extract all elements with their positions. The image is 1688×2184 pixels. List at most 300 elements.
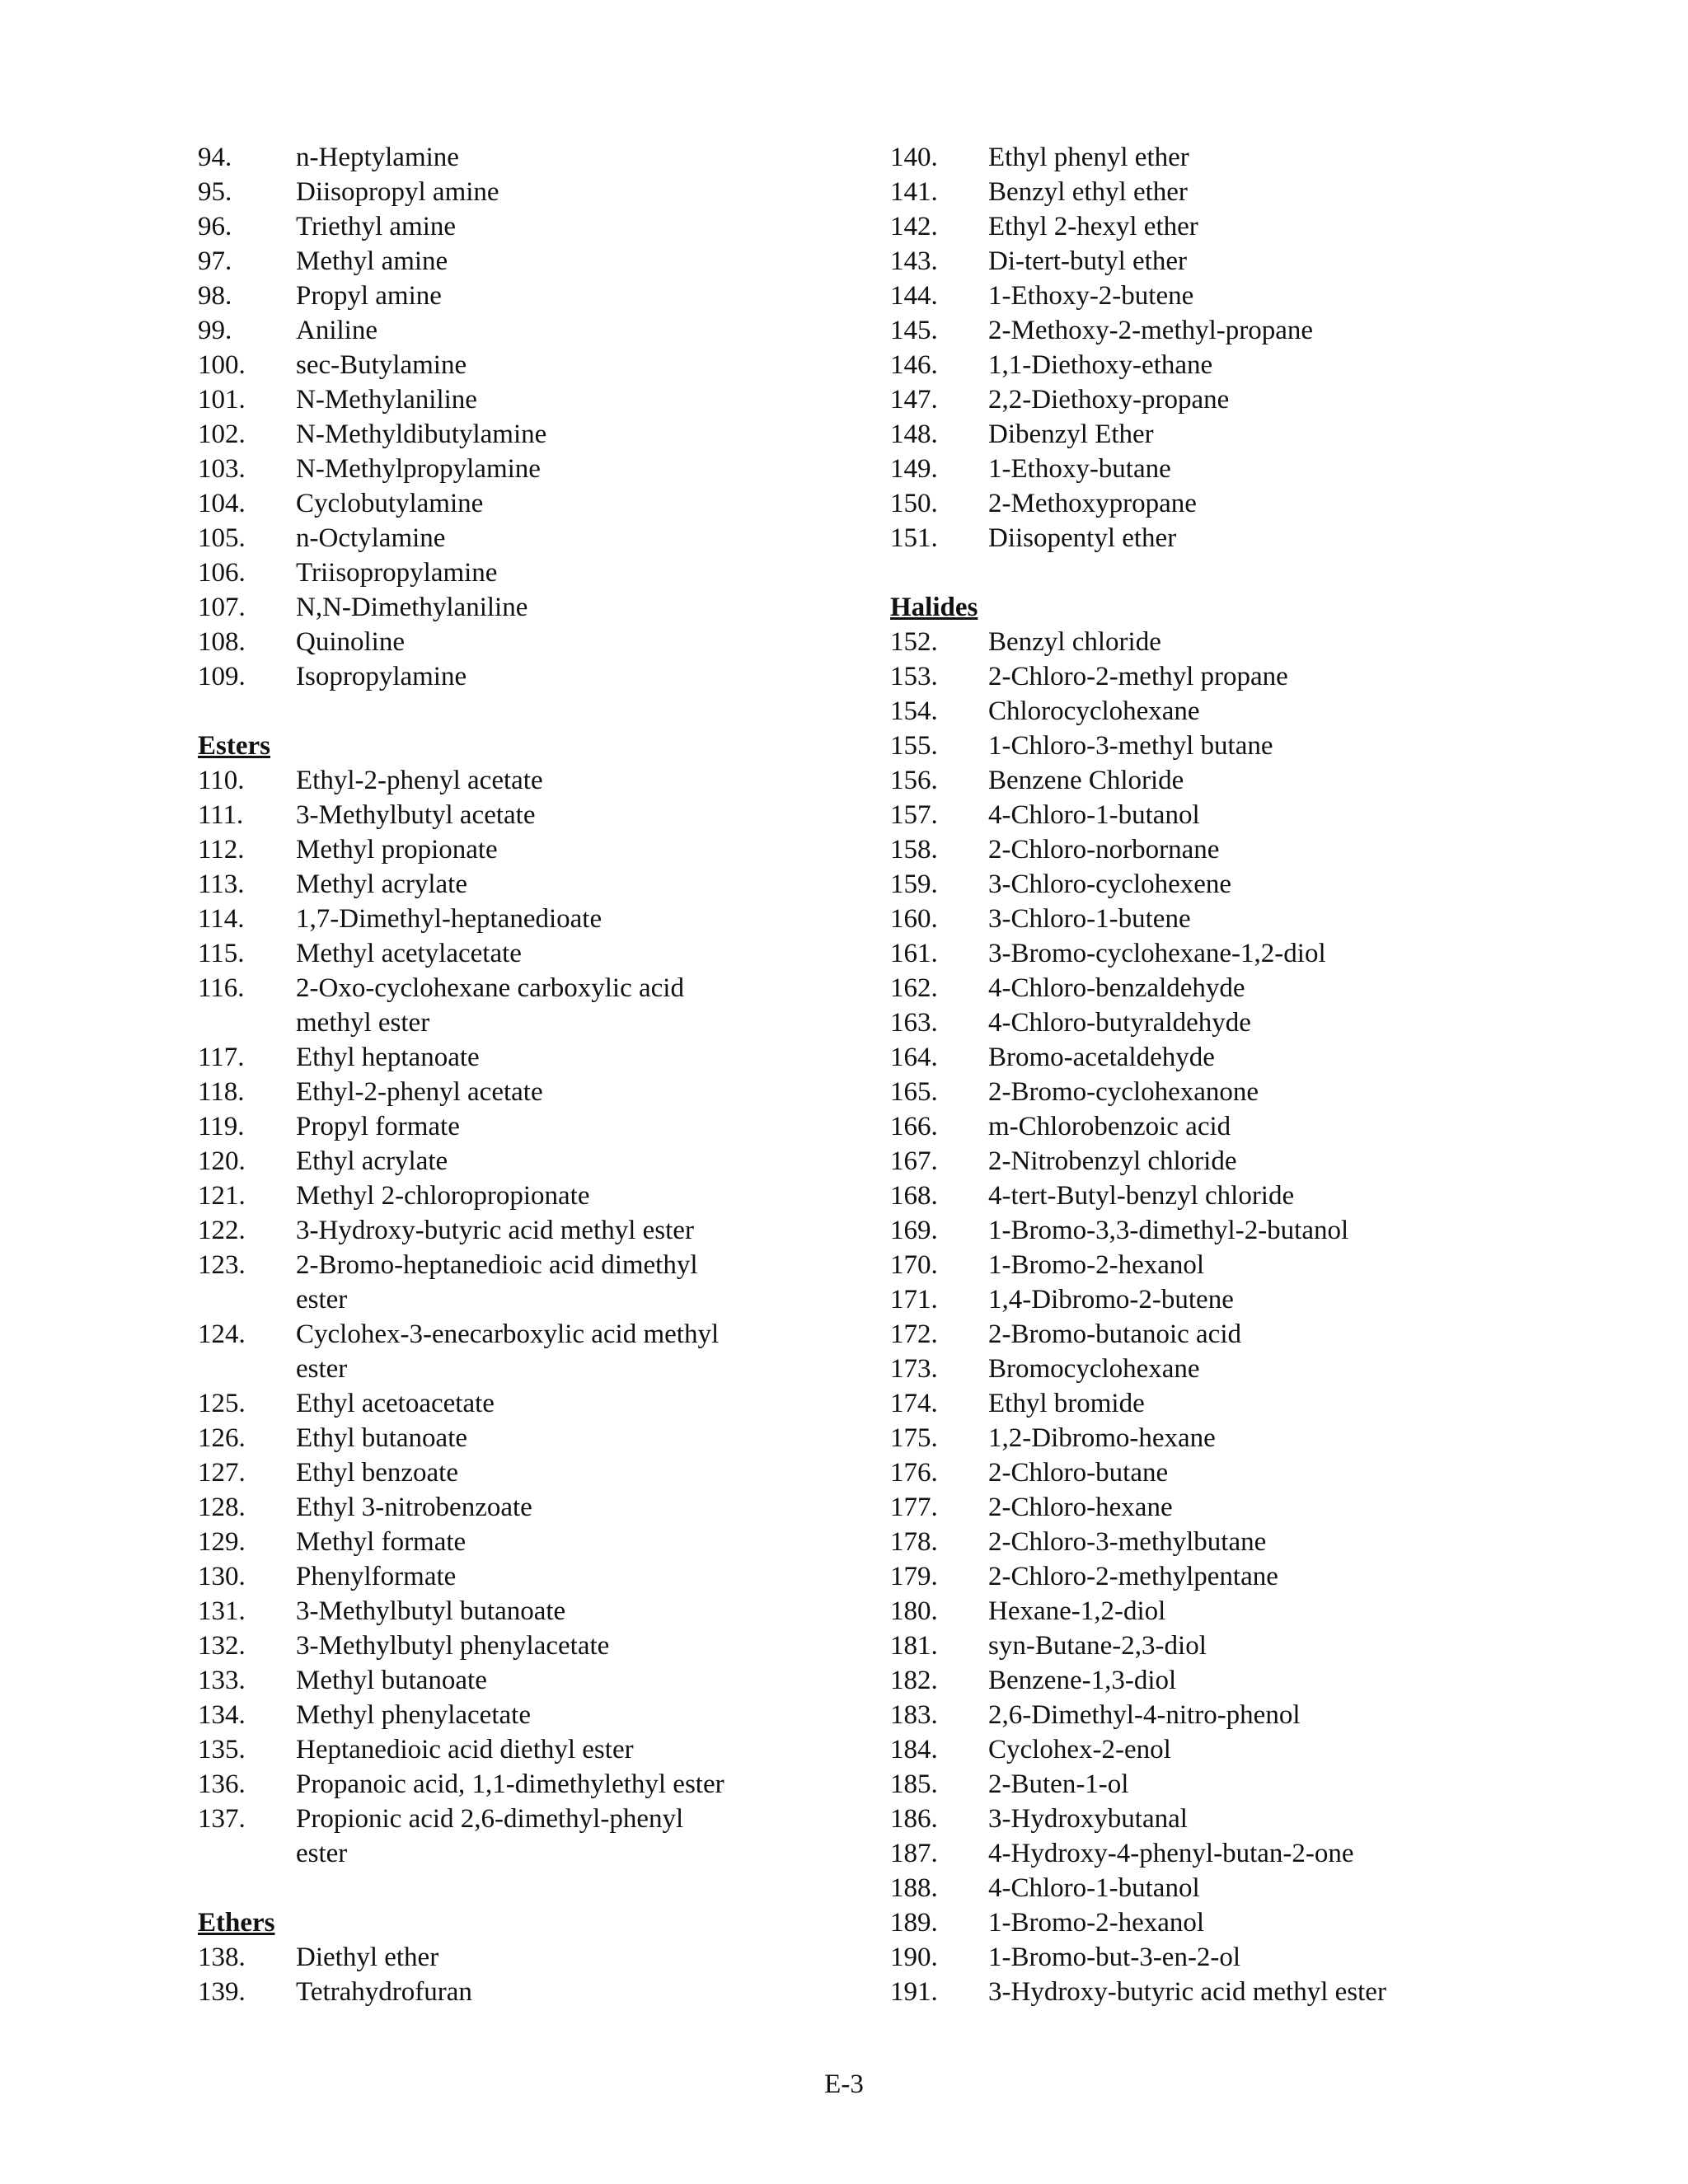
- compound-name: Tetrahydrofuran: [296, 1977, 472, 2007]
- list-item: [198, 1144, 824, 1179]
- item-number: 168.: [890, 1181, 938, 1211]
- list-item: [890, 1352, 1550, 1386]
- compound-name: 4-tert-Butyl-benzyl chloride: [988, 1181, 1295, 1211]
- item-number: 186.: [890, 1804, 938, 1834]
- compound-name: sec-Butylamine: [296, 350, 467, 380]
- item-number: 185.: [890, 1769, 938, 1799]
- compound-name: 1,4-Dibromo-2-butene: [988, 1285, 1234, 1315]
- compound-name: 4-Chloro-benzaldehyde: [988, 973, 1245, 1003]
- section-heading: Ethers: [198, 1908, 275, 1938]
- list-item: [890, 729, 1550, 763]
- item-number: [198, 1282, 296, 1317]
- list-item: [890, 1455, 1550, 1490]
- item-number: [198, 1352, 296, 1386]
- list-item: [890, 1767, 1550, 1802]
- item-number: 127.: [198, 1458, 246, 1488]
- item-number: 163.: [890, 1008, 938, 1038]
- item-number: 107.: [198, 593, 246, 622]
- compound-name: 3-Methylbutyl acetate: [296, 800, 536, 830]
- compound-name: 2-Bromo-butanoic acid: [988, 1319, 1241, 1349]
- list-item: [890, 971, 1550, 1005]
- item-number: 101.: [198, 385, 246, 415]
- list-item: [198, 832, 824, 867]
- list-item: [890, 1559, 1550, 1594]
- list-item: [890, 1490, 1550, 1525]
- list-item: [890, 1836, 1550, 1871]
- compound-name: Isopropylamine: [296, 662, 467, 691]
- list-item: [198, 1732, 824, 1767]
- compound-name: Triethyl amine: [296, 212, 457, 241]
- compound-name: 1,7-Dimethyl-heptanedioate: [296, 904, 603, 934]
- list-item: [890, 1421, 1550, 1455]
- item-number: 128.: [198, 1493, 246, 1522]
- compound-name: Di-tert-butyl ether: [988, 246, 1187, 276]
- list-item: [198, 867, 824, 902]
- item-number: 95.: [198, 177, 232, 207]
- compound-name: Ethyl-2-phenyl acetate: [296, 1077, 543, 1107]
- compound-name: Hexane-1,2-diol: [988, 1596, 1166, 1626]
- list-item: [890, 521, 1550, 555]
- compound-name: 3-Chloro-1-butene: [988, 904, 1191, 934]
- item-number: [198, 1005, 296, 1040]
- list-item: [198, 452, 824, 486]
- compound-name: Diisopentyl ether: [988, 523, 1177, 553]
- list-item: [198, 590, 824, 625]
- compound-name: Ethyl phenyl ether: [988, 143, 1189, 172]
- compound-name: n-Heptylamine: [296, 143, 459, 172]
- section-heading: Esters: [198, 731, 270, 761]
- compound-name: Ethyl acrylate: [296, 1146, 448, 1176]
- compound-name: N-Methyldibutylamine: [296, 419, 547, 449]
- list-item: [890, 382, 1550, 417]
- compound-name: Cyclobutylamine: [296, 489, 484, 518]
- compound-name: 2-Methoxy-2-methyl-propane: [988, 316, 1314, 345]
- compound-name: 1,2-Dibromo-hexane: [988, 1423, 1216, 1453]
- item-number: 146.: [890, 350, 938, 380]
- list-item: [890, 313, 1550, 348]
- item-number: 137.: [198, 1804, 246, 1834]
- item-number: 98.: [198, 281, 232, 311]
- compound-name: methyl ester: [296, 1008, 430, 1038]
- compound-name: Methyl acrylate: [296, 869, 467, 899]
- compound-name: Heptanedioic acid diethyl ester: [296, 1735, 634, 1765]
- item-number: 187.: [890, 1839, 938, 1868]
- compound-name: Ethyl-2-phenyl acetate: [296, 766, 543, 795]
- item-number: 160.: [890, 904, 938, 934]
- item-number: 96.: [198, 212, 232, 241]
- compound-name: Benzene Chloride: [988, 766, 1184, 795]
- list-item: [198, 1040, 824, 1075]
- page-number: E-3: [824, 2069, 864, 2099]
- compound-name: Benzyl ethyl ether: [988, 177, 1188, 207]
- list-item: [890, 1179, 1550, 1213]
- item-number: 143.: [890, 246, 938, 276]
- compound-name: Triisopropylamine: [296, 558, 498, 588]
- list-item: [198, 1109, 824, 1144]
- list-item: [890, 1525, 1550, 1559]
- item-number: 176.: [890, 1458, 938, 1488]
- list-item: [890, 694, 1550, 729]
- compound-name: 2,2-Diethoxy-propane: [988, 385, 1230, 415]
- compound-name: 3-Hydroxy-butyric acid methyl ester: [296, 1216, 694, 1245]
- list-item: [198, 279, 824, 313]
- compound-name: Ethyl benzoate: [296, 1458, 459, 1488]
- compound-name: Benzene-1,3-diol: [988, 1666, 1177, 1695]
- list-item: [890, 1871, 1550, 1905]
- compound-name: Ethyl 2-hexyl ether: [988, 212, 1198, 241]
- list-item: [198, 1248, 824, 1282]
- item-number: 126.: [198, 1423, 246, 1453]
- item-number: 161.: [890, 939, 938, 968]
- list-item: [890, 1629, 1550, 1663]
- compound-name: 2-Chloro-2-methyl propane: [988, 662, 1288, 691]
- list-item: [890, 1698, 1550, 1732]
- item-number: 154.: [890, 696, 938, 726]
- compound-name: N,N-Dimethylaniline: [296, 593, 528, 622]
- compound-name: Ethyl acetoacetate: [296, 1389, 495, 1418]
- compound-name: 2-Buten-1-ol: [988, 1769, 1129, 1799]
- list-item: [890, 625, 1550, 659]
- compound-name: 2-Chloro-3-methylbutane: [988, 1527, 1267, 1557]
- list-item: [890, 140, 1550, 175]
- compound-name: 2-Chloro-butane: [988, 1458, 1169, 1488]
- item-number: 148.: [890, 419, 938, 449]
- list-item: [198, 1940, 824, 1975]
- list-item: [890, 867, 1550, 902]
- item-number: 111.: [198, 800, 244, 830]
- list-item: [198, 936, 824, 971]
- item-number: 188.: [890, 1873, 938, 1903]
- item-number: 115.: [198, 939, 245, 968]
- compound-name: Methyl acetylacetate: [296, 939, 522, 968]
- list-item: [890, 1317, 1550, 1352]
- list-item-continuation: [198, 1836, 824, 1871]
- item-number: 100.: [198, 350, 246, 380]
- list-item: [890, 1075, 1550, 1109]
- compound-name: 1-Bromo-but-3-en-2-ol: [988, 1943, 1241, 1972]
- list-item: [198, 971, 824, 1005]
- item-number: 110.: [198, 766, 245, 795]
- compound-name: 1,1-Diethoxy-ethane: [988, 350, 1213, 380]
- list-item: [198, 1559, 824, 1594]
- compound-name: ester: [296, 1285, 348, 1315]
- list-item-continuation: [198, 1282, 824, 1317]
- list-item: [890, 1109, 1550, 1144]
- item-number: 99.: [198, 316, 232, 345]
- item-number: 131.: [198, 1596, 246, 1626]
- compound-name: Diethyl ether: [296, 1943, 439, 1972]
- list-item: [890, 659, 1550, 694]
- list-item: [198, 1767, 824, 1802]
- list-item-continuation: [198, 1005, 824, 1040]
- compound-name: 1-Bromo-2-hexanol: [988, 1250, 1205, 1280]
- item-number: 177.: [890, 1493, 938, 1522]
- list-item: [198, 1213, 824, 1248]
- item-number: 147.: [890, 385, 938, 415]
- item-number: 122.: [198, 1216, 246, 1245]
- item-number: 113.: [198, 869, 245, 899]
- compound-name: Methyl propionate: [296, 835, 498, 865]
- item-number: 120.: [198, 1146, 246, 1176]
- list-item: [198, 555, 824, 590]
- list-item: [890, 486, 1550, 521]
- item-number: 112.: [198, 835, 245, 865]
- list-item: [198, 625, 824, 659]
- item-number: 170.: [890, 1250, 938, 1280]
- compound-name: 3-Bromo-cyclohexane-1,2-diol: [988, 939, 1326, 968]
- item-number: 152.: [890, 627, 938, 657]
- item-number: 145.: [890, 316, 938, 345]
- list-item: [890, 1248, 1550, 1282]
- list-item: [890, 279, 1550, 313]
- item-number: 189.: [890, 1908, 938, 1938]
- list-item: [198, 659, 824, 694]
- list-item: [198, 1594, 824, 1629]
- compound-name: Cyclohex-2-enol: [988, 1735, 1171, 1765]
- compound-name: n-Octylamine: [296, 523, 446, 553]
- list-item: [198, 382, 824, 417]
- compound-name: 2-Oxo-cyclohexane carboxylic acid: [296, 973, 684, 1003]
- right-column: [890, 140, 1550, 2009]
- compound-name: Benzyl chloride: [988, 627, 1161, 657]
- item-number: 162.: [890, 973, 938, 1003]
- list-item: [198, 244, 824, 279]
- item-number: 135.: [198, 1735, 246, 1765]
- list-item: [890, 1905, 1550, 1940]
- item-number: 106.: [198, 558, 246, 588]
- item-number: 182.: [890, 1666, 938, 1695]
- list-item: [890, 1386, 1550, 1421]
- compound-name: Methyl amine: [296, 246, 448, 276]
- item-number: 138.: [198, 1943, 246, 1972]
- compound-name: 1-Bromo-3,3-dimethyl-2-butanol: [988, 1216, 1349, 1245]
- list-item: [890, 452, 1550, 486]
- list-item-continuation: [198, 1352, 824, 1386]
- compound-name: 2-Chloro-2-methylpentane: [988, 1562, 1278, 1591]
- compound-name: Aniline: [296, 316, 377, 345]
- item-number: 157.: [890, 800, 938, 830]
- list-item: [890, 832, 1550, 867]
- item-number: 180.: [890, 1596, 938, 1626]
- list-item: [198, 1075, 824, 1109]
- compound-name: 3-Methylbutyl phenylacetate: [296, 1631, 610, 1661]
- list-item: [890, 1144, 1550, 1179]
- list-item: [198, 1386, 824, 1421]
- item-number: 116.: [198, 973, 245, 1003]
- list-item: [198, 348, 824, 382]
- compound-name: 1-Ethoxy-2-butene: [988, 281, 1194, 311]
- item-number: 166.: [890, 1112, 938, 1141]
- list-item: [890, 1802, 1550, 1836]
- item-number: 190.: [890, 1943, 938, 1972]
- list-item: [890, 175, 1550, 209]
- compound-name: 2,6-Dimethyl-4-nitro-phenol: [988, 1700, 1301, 1730]
- item-number: 150.: [890, 489, 938, 518]
- item-number: 171.: [890, 1285, 938, 1315]
- list-item: [890, 1975, 1550, 2009]
- list-item: [198, 1317, 824, 1352]
- compound-name: 4-Hydroxy-4-phenyl-butan-2-one: [988, 1839, 1354, 1868]
- item-number: 119.: [198, 1112, 245, 1141]
- compound-name: Phenylformate: [296, 1562, 457, 1591]
- compound-name: Propanoic acid, 1,1-dimethylethyl ester: [296, 1769, 724, 1799]
- item-number: 153.: [890, 662, 938, 691]
- item-number: 129.: [198, 1527, 246, 1557]
- item-number: 178.: [890, 1527, 938, 1557]
- compound-name: syn-Butane-2,3-diol: [988, 1631, 1207, 1661]
- compound-name: Chlorocyclohexane: [988, 696, 1200, 726]
- compound-name: Ethyl heptanoate: [296, 1043, 480, 1072]
- list-item: [198, 1698, 824, 1732]
- item-number: 167.: [890, 1146, 938, 1176]
- item-number: 125.: [198, 1389, 246, 1418]
- list-item: [890, 1732, 1550, 1767]
- blank-line: [198, 694, 824, 729]
- compound-name: Methyl phenylacetate: [296, 1700, 531, 1730]
- list-item: [198, 1455, 824, 1490]
- list-item: [890, 936, 1550, 971]
- compound-name: Ethyl 3-nitrobenzoate: [296, 1493, 532, 1522]
- list-item: [198, 798, 824, 832]
- item-number: 169.: [890, 1216, 938, 1245]
- item-number: 105.: [198, 523, 246, 553]
- item-number: 132.: [198, 1631, 246, 1661]
- list-item: [198, 417, 824, 452]
- item-number: 183.: [890, 1700, 938, 1730]
- compound-name: 1-Bromo-2-hexanol: [988, 1908, 1205, 1938]
- list-item: [198, 1629, 824, 1663]
- compound-name: 2-Nitrobenzyl chloride: [988, 1146, 1237, 1176]
- item-number: 114.: [198, 904, 245, 934]
- compound-name: N-Methylaniline: [296, 385, 477, 415]
- compound-name: ester: [296, 1839, 348, 1868]
- compound-name: Propyl formate: [296, 1112, 460, 1141]
- item-number: 134.: [198, 1700, 246, 1730]
- item-number: 124.: [198, 1319, 246, 1349]
- list-item: [198, 140, 824, 175]
- list-item: [890, 1282, 1550, 1317]
- compound-name: 3-Hydroxy-butyric acid methyl ester: [988, 1977, 1386, 2007]
- item-number: 117.: [198, 1043, 245, 1072]
- item-number: 130.: [198, 1562, 246, 1591]
- item-number: [198, 1836, 296, 1871]
- item-number: 133.: [198, 1666, 246, 1695]
- compound-name: 2-Methoxypropane: [988, 489, 1197, 518]
- compound-name: 2-Chloro-hexane: [988, 1493, 1173, 1522]
- compound-name: 2-Bromo-cyclohexanone: [988, 1077, 1259, 1107]
- list-item: [890, 1005, 1550, 1040]
- item-number: 140.: [890, 143, 938, 172]
- item-number: 104.: [198, 489, 246, 518]
- compound-name: N-Methylpropylamine: [296, 454, 541, 484]
- list-item: [198, 209, 824, 244]
- list-item: [890, 1940, 1550, 1975]
- list-item: [198, 175, 824, 209]
- item-number: 123.: [198, 1250, 246, 1280]
- item-number: 164.: [890, 1043, 938, 1072]
- list-item: [890, 763, 1550, 798]
- list-item: [198, 486, 824, 521]
- compound-name: Cyclohex-3-enecarboxylic acid methyl: [296, 1319, 720, 1349]
- item-number: 118.: [198, 1077, 245, 1107]
- list-item: [890, 1040, 1550, 1075]
- compound-name: 2-Chloro-norbornane: [988, 835, 1220, 865]
- item-number: 158.: [890, 835, 938, 865]
- compound-name: ester: [296, 1354, 348, 1384]
- compound-name: 1-Chloro-3-methyl butane: [988, 731, 1273, 761]
- compound-name: 4-Chloro-1-butanol: [988, 1873, 1200, 1903]
- list-item: [890, 902, 1550, 936]
- compound-name: Quinoline: [296, 627, 405, 657]
- compound-name: Methyl 2-chloropropionate: [296, 1181, 590, 1211]
- compound-name: Ethyl bromide: [988, 1389, 1145, 1418]
- section-heading: Halides: [890, 593, 978, 622]
- list-item: [198, 902, 824, 936]
- compound-name: 3-Hydroxybutanal: [988, 1804, 1188, 1834]
- blank-line: [890, 555, 1550, 590]
- item-number: 139.: [198, 1977, 246, 2007]
- item-number: 191.: [890, 1977, 938, 2007]
- list-item: [198, 1525, 824, 1559]
- item-number: 159.: [890, 869, 938, 899]
- compound-name: 1-Ethoxy-butane: [988, 454, 1171, 484]
- compound-name: 4-Chloro-1-butanol: [988, 800, 1200, 830]
- list-item: [890, 244, 1550, 279]
- item-number: 136.: [198, 1769, 246, 1799]
- item-number: 97.: [198, 246, 232, 276]
- item-number: 141.: [890, 177, 938, 207]
- compound-name: Methyl butanoate: [296, 1666, 487, 1695]
- item-number: 156.: [890, 766, 938, 795]
- list-item: [890, 1594, 1550, 1629]
- item-number: 109.: [198, 662, 246, 691]
- item-number: 174.: [890, 1389, 938, 1418]
- item-number: 173.: [890, 1354, 938, 1384]
- compound-name: Diisopropyl amine: [296, 177, 499, 207]
- item-number: 184.: [890, 1735, 938, 1765]
- item-number: 181.: [890, 1631, 938, 1661]
- list-item: [198, 1802, 824, 1836]
- list-item: [198, 1975, 824, 2009]
- list-item: [198, 1663, 824, 1698]
- compound-name: 3-Methylbutyl butanoate: [296, 1596, 566, 1626]
- compound-name: Bromo-acetaldehyde: [988, 1043, 1215, 1072]
- compound-name: m-Chlorobenzoic acid: [988, 1112, 1231, 1141]
- item-number: 102.: [198, 419, 246, 449]
- list-item: [198, 763, 824, 798]
- list-item: [890, 209, 1550, 244]
- item-number: 94.: [198, 143, 232, 172]
- list-item: [198, 521, 824, 555]
- compound-name: Dibenzyl Ether: [988, 419, 1154, 449]
- compound-name: 2-Bromo-heptanedioic acid dimethyl: [296, 1250, 698, 1280]
- compound-name: 4-Chloro-butyraldehyde: [988, 1008, 1251, 1038]
- item-number: 165.: [890, 1077, 938, 1107]
- item-number: 142.: [890, 212, 938, 241]
- compound-name: Propionic acid 2,6-dimethyl-phenyl: [296, 1804, 684, 1834]
- item-number: 149.: [890, 454, 938, 484]
- list-item: [890, 1213, 1550, 1248]
- item-number: 121.: [198, 1181, 246, 1211]
- list-item: [890, 417, 1550, 452]
- item-number: 179.: [890, 1562, 938, 1591]
- list-item: [890, 348, 1550, 382]
- compound-name: Methyl formate: [296, 1527, 467, 1557]
- compound-name: Propyl amine: [296, 281, 442, 311]
- list-item: [198, 1421, 824, 1455]
- blank-line: [198, 1871, 824, 1905]
- item-number: 144.: [890, 281, 938, 311]
